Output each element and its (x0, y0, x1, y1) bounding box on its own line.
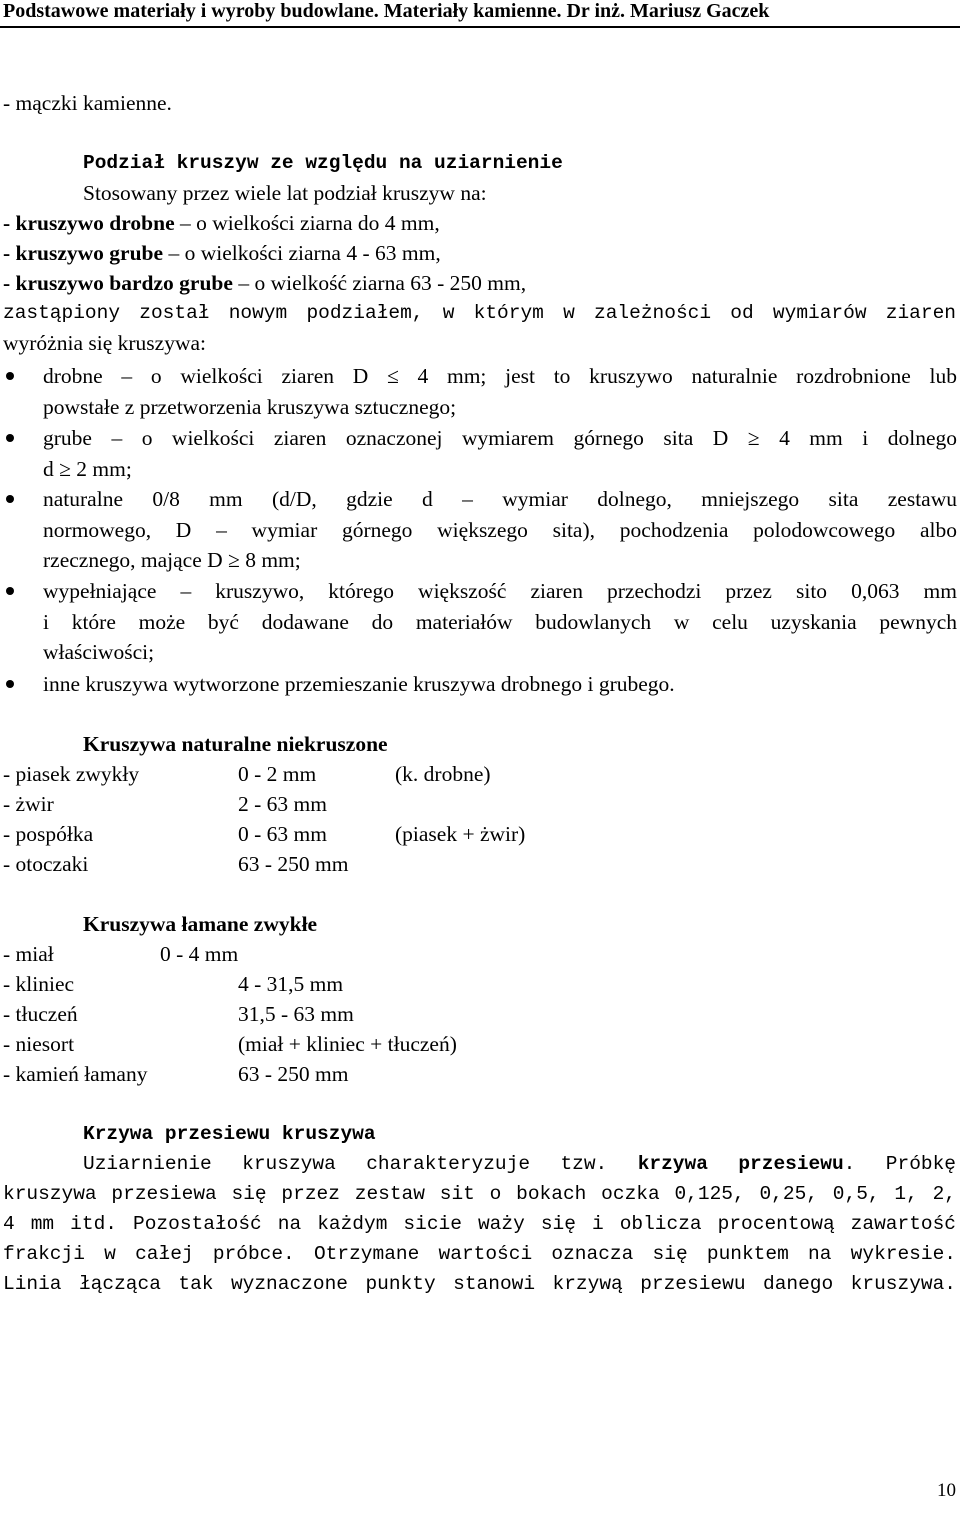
bullet-icon (6, 495, 14, 503)
curve-paragraph-line (83, 1149, 956, 1179)
section-heading-broken: Kruszywa łamane zwykłe (83, 912, 318, 936)
table-cell-name: - miał (3, 942, 54, 966)
paragraph-line: wyróżnia się kruszywa: (3, 331, 206, 355)
bullet-item-filler (43, 576, 957, 668)
curve-line-1 (83, 1149, 956, 1179)
curve-paragraph-line (3, 1179, 956, 1209)
paragraph-replaced (3, 298, 956, 328)
list-item-bold: - kruszywo bardzo grube (3, 271, 233, 295)
table-cell-name: - piasek zwykły (3, 762, 140, 786)
section-heading-curve: Krzywa przesiewu kruszywa (83, 1123, 376, 1145)
table-cell-range: 0 - 63 mm (238, 822, 327, 846)
curve-term: krzywa przesiewu (637, 1153, 844, 1175)
table-cell-range: 4 - 31,5 mm (238, 972, 344, 996)
table-cell-range: 0 - 4 mm (160, 942, 239, 966)
bullet-item-fine (43, 361, 957, 422)
bullet-line: rzecznego, mające D ≥ 8 mm; (43, 548, 301, 572)
list-item-bold: - kruszywo drobne (3, 211, 175, 235)
bullet-item-coarse (43, 423, 957, 484)
bullet-line: naturalne 0/8 mm (d/D, gdzie d – wymiar dolnego, mniejszego sita zestawu (43, 487, 957, 511)
curve-paragraph-line (3, 1209, 956, 1239)
bullet-line: właściwości; (43, 640, 155, 664)
table-cell-range: 0 - 2 mm (238, 762, 317, 786)
table-cell-range: 31,5 - 63 mm (238, 1002, 354, 1026)
bullet-icon (6, 587, 14, 595)
bullet-line: i które może być dodawane do materiałów budowlanych w celu uzyskania pewnych (43, 609, 957, 634)
table-cell-name: - otoczaki (3, 852, 89, 876)
table-cell-name: - niesort (3, 1032, 75, 1056)
section-lead: Stosowany przez wiele lat podział kruszyw na: (83, 181, 487, 205)
curve-text: . Próbkę (843, 1153, 956, 1175)
bullet-icon (6, 434, 14, 442)
paragraph-line: zastąpiony został nowym podziałem, w którym w zależności od wymiarów ziaren (3, 302, 956, 324)
section-heading-grading: Podział kruszyw ze względu na uziarnienie (83, 152, 563, 174)
curve-text: Uziarnienie kruszywa charakteryzuje tzw. (83, 1153, 608, 1175)
table-cell-name: - tłuczeń (3, 1002, 78, 1026)
bullet-line: wypełniające – kruszywo, którego większość ziaren przechodzi przez sito 0,063 mm (43, 579, 957, 603)
curve-line-2: kruszywa przesiewa się przez zestaw sit o bokach oczka 0,125, 0,25, 0,5, 1, 2, (3, 1183, 956, 1205)
table-cell-range: 2 - 63 mm (238, 792, 327, 816)
table-cell-range: 63 - 250 mm (238, 852, 349, 876)
list-item (3, 238, 441, 268)
bullet-line: normowego, D – wymiar górnego większego sita), pochodzenia polodowcowego albo (43, 517, 957, 542)
bullet-icon (6, 372, 14, 380)
list-item-bold: - kruszywo grube (3, 241, 164, 265)
list-item-text: – o wielkości ziarna do 4 mm, (174, 211, 440, 235)
bullet-icon (6, 680, 14, 688)
table-cell-note: (k. drobne) (395, 762, 491, 786)
list-item (3, 268, 526, 298)
table-cell-name: - pospółka (3, 822, 94, 846)
curve-line-3: 4 mm itd. Pozostałość na każdym sicie waży się i oblicza procentową zawartość (3, 1213, 956, 1235)
section-heading-natural: Kruszywa naturalne niekruszone (83, 732, 388, 756)
table-cell-range: (miał + kliniec + tłuczeń) (238, 1032, 457, 1056)
bullet-item-other (43, 669, 957, 700)
table-cell-note: (piasek + żwir) (395, 822, 526, 846)
list-item-text: – o wielkość ziarna 63 - 250 mm, (232, 271, 527, 295)
list-item-text: – o wielkości ziarna 4 - 63 mm, (163, 241, 441, 265)
curve-paragraph-line (3, 1269, 956, 1299)
bullet-line: inne kruszywa wytworzone przemieszanie kruszywa drobnego i grubego. (43, 672, 675, 696)
page-number: 10 (937, 1480, 956, 1501)
bullet-line: grube – o wielkości ziaren oznaczonej wymiarem górnego sita D ≥ 4 mm i dolnego (43, 426, 957, 450)
bullet-line: powstałe z przetworzenia kruszywa sztucznego; (43, 394, 457, 419)
header-rule (0, 26, 960, 28)
table-cell-range: 63 - 250 mm (238, 1062, 349, 1086)
intro-line: - mączki kamienne. (3, 91, 172, 115)
table-cell-name: - kamień łamany (3, 1062, 148, 1086)
list-item (3, 208, 440, 238)
header-title: Podstawowe materiały i wyroby budowlane. Materiały kamienne. Dr inż. Mariusz Gaczek (3, 0, 770, 22)
curve-paragraph-line (3, 1239, 956, 1269)
bullet-line: d ≥ 2 mm; (43, 456, 132, 481)
bullet-item-natural (43, 484, 957, 576)
bullet-line: drobne – o wielkości ziaren D ≤ 4 mm; jest to kruszywo naturalnie rozdrobnione lub (43, 364, 957, 388)
table-cell-name: - żwir (3, 792, 54, 816)
curve-line-4: frakcji w całej próbce. Otrzymane wartości oznacza się punktem na wykresie. (3, 1243, 956, 1265)
table-cell-name: - kliniec (3, 972, 75, 996)
curve-line-5: Linia łącząca tak wyznaczone punkty stanowi krzywą przesiewu danego kruszywa. (3, 1273, 956, 1295)
